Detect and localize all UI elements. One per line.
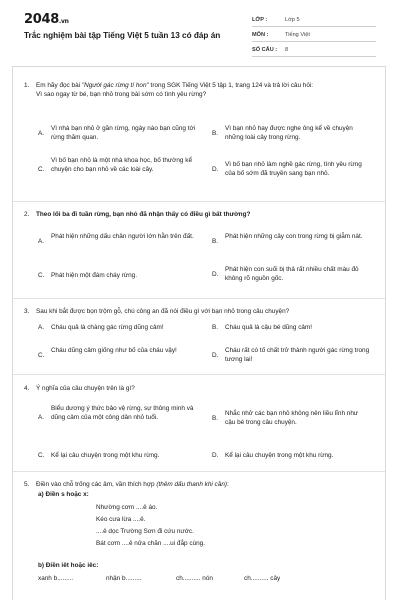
stem-hint: (thêm dấu thanh khi cần) bbox=[156, 481, 228, 488]
document-title: Trắc nghiệm bài tập Tiếng Việt 5 tuần 13 có đáp án bbox=[24, 31, 221, 40]
option-text: Vì bố bạn nhỏ làm nghề gác rừng, tình yêu rừng của bố sớm đã truyền sang bạn nhỏ. bbox=[225, 161, 362, 177]
meta-subject bbox=[252, 28, 376, 42]
option-text: Biểu dương ý thức bảo vệ rừng, sự thông minh và dũng cảm của một công dân nhỏ tuổi. bbox=[51, 405, 194, 421]
question-number: 1. bbox=[24, 82, 30, 89]
fill-line[interactable]: ....ẻ dọc Trường Sơn đi cứu nước. bbox=[96, 528, 194, 535]
option-text: Phát hiện những dấu chân người lớn hằn trên đất. bbox=[51, 233, 194, 240]
option-label: B. bbox=[212, 238, 219, 245]
site-logo[interactable] bbox=[24, 12, 69, 27]
meta-class bbox=[252, 13, 376, 27]
question-number: 2. bbox=[24, 211, 30, 218]
option-label: A. bbox=[38, 324, 45, 331]
question-number: 4. bbox=[24, 385, 30, 392]
option-label: D. bbox=[212, 166, 219, 173]
question-number: 5. bbox=[24, 481, 30, 488]
option-label: B. bbox=[212, 130, 219, 137]
question-stem bbox=[36, 81, 376, 99]
option-label: C. bbox=[38, 272, 45, 279]
fill-blank[interactable]: ch.......... cây bbox=[244, 575, 281, 582]
option-text: Phát hiện một đám cháy rừng. bbox=[51, 272, 137, 279]
stem-title-italic: "Người gác rừng tí hon" bbox=[81, 82, 149, 89]
document-header bbox=[0, 0, 400, 62]
question-stem: Ý nghĩa của câu chuyện trên là gì? bbox=[36, 385, 135, 392]
fill-blank[interactable]: ch.......... nón bbox=[176, 575, 213, 582]
part-b-title: b) Điền iêt hoặc iêc: bbox=[38, 562, 99, 569]
stem-text: Em hãy đọc bài bbox=[36, 82, 82, 89]
question-stem: Sau khi bắt được bọn trộm gỗ, chú công an đã nói điều gì với bạn nhỏ trong câu chuyện? bbox=[36, 308, 290, 315]
content-frame bbox=[12, 66, 386, 600]
option-label: C. bbox=[38, 352, 45, 359]
option-label: D. bbox=[212, 271, 219, 278]
option-label: C. bbox=[38, 166, 45, 173]
option-text: Cháu dũng cảm giống như bố của cháu vậy! bbox=[51, 347, 177, 354]
part-a-title: a) Điền s hoặc x: bbox=[38, 491, 89, 498]
option-label: A. bbox=[38, 238, 45, 245]
divider bbox=[13, 471, 385, 472]
option-text: Kể lại câu chuyện trong một khu rừng. bbox=[225, 452, 334, 459]
option-label: B. bbox=[212, 415, 219, 422]
meta-class-label: LỚP : bbox=[252, 17, 268, 23]
option-text: Nhắc nhở các bạn nhỏ không nên liều lĩnh như cậu bé trong câu chuyện. bbox=[225, 410, 359, 426]
question-number: 3. bbox=[24, 308, 30, 315]
fill-blank[interactable]: nhận b......... bbox=[106, 575, 142, 582]
option-text: Cháu rất có tố chất trở thành người gác rừng trong tương lai! bbox=[225, 347, 370, 363]
option-label: A. bbox=[38, 130, 45, 137]
fill-blank[interactable]: xanh b......... bbox=[38, 575, 74, 582]
option-label: B. bbox=[212, 324, 219, 331]
stem-text: trong SGK Tiếng Việt 5 tập 1, trang 124 và trả lời câu hỏi: bbox=[148, 82, 314, 89]
divider bbox=[13, 374, 385, 375]
fill-line[interactable]: Bát cơm ....ẻ nửa chăn ....ui đắp cùng. bbox=[96, 540, 206, 547]
option-text: Phát hiện con suối bị thả rất nhiều chất màu đỏ không rõ nguồn gốc. bbox=[225, 266, 359, 282]
divider bbox=[13, 201, 385, 202]
logo-text: 2048 bbox=[24, 12, 59, 27]
question-stem bbox=[36, 480, 376, 489]
meta-count-value: 8 bbox=[285, 47, 289, 53]
stem-text: Điền vào chỗ trống các âm, vần thích hợp bbox=[36, 481, 157, 488]
option-text: Vì nhà bạn nhỏ ở gần rừng, ngày nào bạn cũng tới rừng thăm quan. bbox=[51, 125, 196, 141]
option-text: Phát hiện những cây con trong rừng bị giẫm nát. bbox=[225, 233, 363, 240]
option-label: A. bbox=[38, 414, 45, 421]
option-text: Vì bố bạn nhỏ là một nhà khoa học, bố thường kể chuyện cho bạn nhỏ về các loài cây. bbox=[51, 157, 192, 173]
option-text: Kể lại câu chuyện trong một khu rừng. bbox=[51, 452, 160, 459]
meta-class-value: Lớp 5 bbox=[285, 17, 300, 23]
meta-subject-label: MÔN : bbox=[252, 32, 269, 38]
logo-suffix: .vn bbox=[58, 18, 69, 25]
question-stem: Theo lối ba đi tuần rừng, bạn nhỏ đã nhận thấy có điều gì bất thường? bbox=[36, 211, 251, 218]
stem-text: : bbox=[227, 481, 229, 488]
option-label: C. bbox=[38, 452, 45, 459]
meta-subject-value: Tiếng Việt bbox=[285, 32, 310, 38]
option-label: D. bbox=[212, 352, 219, 359]
meta-count-label: SỐ CÂU : bbox=[252, 47, 278, 53]
option-label: D. bbox=[212, 452, 219, 459]
option-text: Cháu quả là chàng gác rừng dũng cảm! bbox=[51, 324, 164, 331]
meta-question-count bbox=[252, 43, 376, 57]
divider bbox=[13, 298, 385, 299]
option-text: Vì bạn nhỏ hay được nghe ông kể về chuyện những loài cây trong rừng. bbox=[225, 125, 353, 141]
option-text: Cháu quả là cậu bé dũng cảm! bbox=[225, 324, 313, 331]
fill-line[interactable]: Nhường cơm ....ẻ áo. bbox=[96, 504, 158, 511]
fill-line[interactable]: Kéo cưa lừa ....ẻ. bbox=[96, 516, 146, 523]
stem-text: Vì sao ngay từ bé, bạn nhỏ trong bài sớm có tình yêu rừng? bbox=[36, 91, 207, 98]
